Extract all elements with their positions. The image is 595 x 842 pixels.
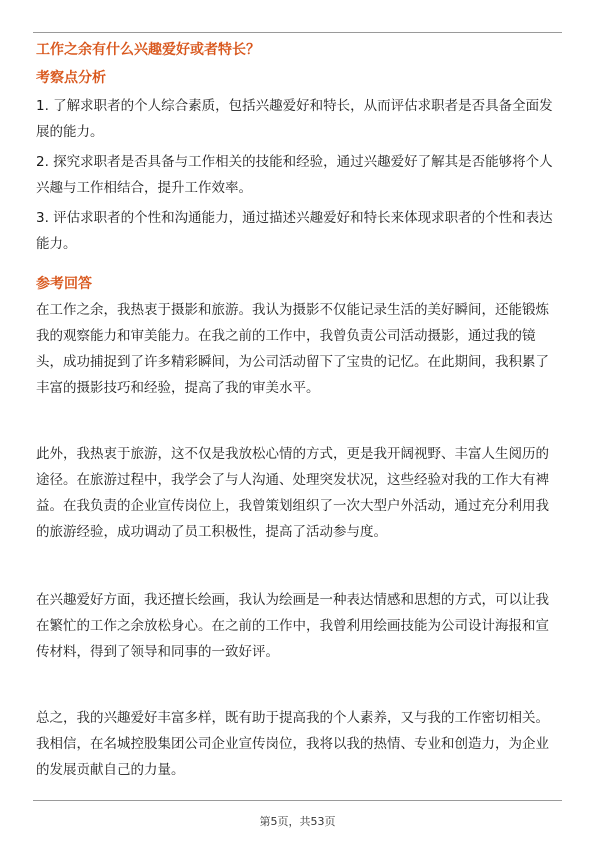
question-title: 工作之余有什么兴趣爱好或者特长？ (36, 42, 260, 58)
answer-heading: 参考回答 (36, 276, 92, 292)
top-divider (33, 32, 562, 33)
answer-paragraph: 在兴趣爱好方面，我还擅长绘画，我认为绘画是一种表达情感和思想的方式，可以让我在繁忙的工作之余放松身心。在之前的工作中，我曾利用绘画技能为公司设计海报和宣传材料，得到了领导和同事的一致好评。 (36, 592, 549, 660)
answer-paragraph: 总之，我的兴趣爱好丰富多样，既有助于提高我的个人素养，又与我的工作密切相关。我相信，在名城控股集团公司企业宣传岗位，我将以我的热情、专业和创造力，为企业的发展贡献自己的力量。 (36, 710, 549, 778)
answer-paragraph: 此外，我热衷于旅游，这不仅是我放松心情的方式，更是我开阔视野、丰富人生阅历的途径。在旅游过程中，我学会了与人沟通、处理突发状况，这些经验对我的工作大有裨益。在我负责的企业宣传岗位上，我曾策划组织了一次大型户外活动，通过充分利用我的旅游经验，成功调动了员工积极性，提高了活动参与度。 (36, 446, 549, 540)
analysis-point: 2. 探究求职者是否具备与工作相关的技能和经验，通过兴趣爱好了解其是否能够将个人兴趣与工作相结合，提升工作效率。 (36, 154, 553, 196)
analysis-point: 1. 了解求职者的个人综合素质，包括兴趣爱好和特长，从而评估求职者是否具备全面发展的能力。 (36, 98, 553, 140)
bottom-divider (33, 800, 562, 801)
answer-paragraph: 在工作之余，我热衷于摄影和旅游。我认为摄影不仅能记录生活的美好瞬间，还能锻炼我的观察能力和审美能力。在我之前的工作中，我曾负责公司活动摄影，通过我的镜头，成功捕捉到了许多精彩瞬间，为公司活动留下了宝贵的记忆。在此期间，我积累了丰富的摄影技巧和经验，提高了我的审美水平。 (36, 302, 549, 396)
analysis-heading: 考察点分析 (36, 70, 106, 86)
page-number: 第5页，共53页 (259, 815, 336, 828)
analysis-point: 3. 评估求职者的个性和沟通能力，通过描述兴趣爱好和特长来体现求职者的个性和表达能力。 (36, 210, 553, 252)
